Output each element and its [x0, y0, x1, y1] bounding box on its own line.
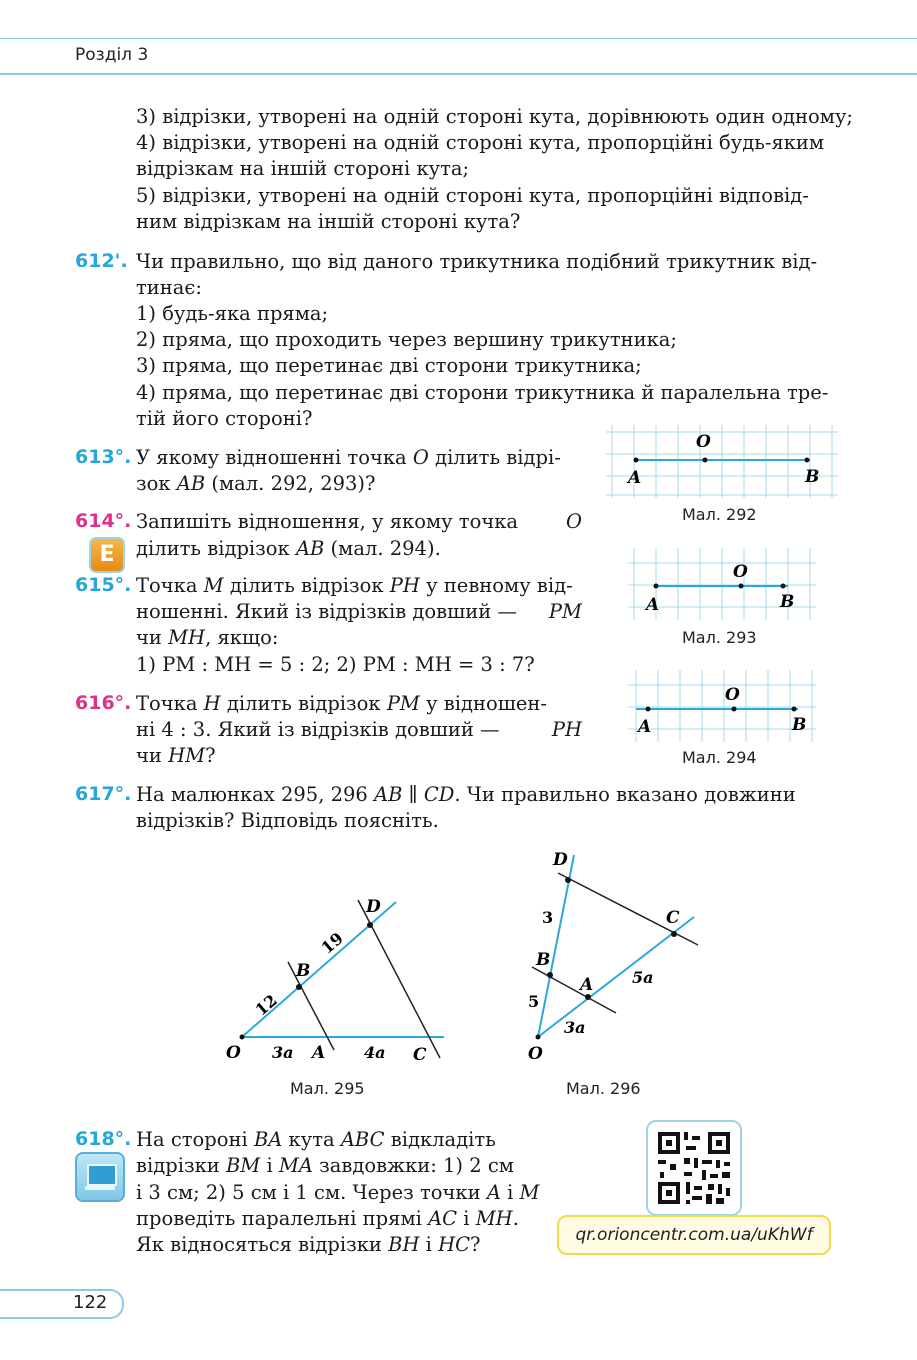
p614-line-1: Запишіть відношення, у якому точка O [136, 510, 582, 533]
qr-code[interactable] [646, 1120, 742, 1216]
figure-295 [210, 880, 460, 1070]
p613-line-1: У якому відношенні точка O ділить відрі- [136, 446, 561, 469]
p612-option-2: 2) пряма, що проходить через вершину трикутника; [136, 328, 677, 351]
computer-icon[interactable] [75, 1152, 125, 1202]
p615-line-2: ношенні. Який із відрізків довший — PM [136, 600, 582, 623]
p617-line-2: відрізків? Відповідь поясніть. [136, 809, 439, 832]
label-B: B [805, 467, 820, 487]
problem-number-616: 616°. [75, 692, 132, 714]
length-19: 19 [317, 928, 347, 958]
length-5a: 5a [632, 968, 654, 987]
figure-292 [602, 420, 842, 500]
p616-line-1: Точка H ділить відрізок PM у відношен- [136, 692, 547, 715]
section-title: Розділ 3 [75, 45, 149, 65]
length-4a: 4a [364, 1043, 386, 1062]
problem-number-618: 618°. [75, 1128, 132, 1150]
caption-295: Мал. 295 [290, 1079, 365, 1098]
page-number: 122 [73, 1292, 108, 1313]
p612-option-4a: 4) пряма, що перетинає дві сторони трикутника й паралельна тре- [136, 381, 829, 404]
qr-link[interactable]: qr.orioncentr.com.ua/uKhWf [557, 1215, 831, 1255]
label-B: B [536, 950, 551, 970]
problem-number-614: 614°. [75, 510, 132, 532]
label-A: A [638, 717, 652, 737]
p617-line-1: На малюнках 295, 296 AB ∥ CD. Чи правильно вказано довжини [136, 783, 796, 806]
p618-line-4: проведіть паралельні прямі AC і MH. [136, 1207, 519, 1230]
p612-question-1: Чи правильно, що від даного трикутника подібний трикутник від- [136, 250, 818, 273]
figure-293 [626, 545, 818, 623]
length-3: 3 [542, 908, 554, 927]
option-4a: 4) відрізки, утворені на одній стороні кута, пропорційні будь-яким [136, 131, 825, 154]
caption-294: Мал. 294 [682, 748, 757, 767]
length-5: 5 [528, 992, 540, 1011]
problem-number-615: 615°. [75, 574, 132, 596]
p616-line-3: чи HM? [136, 744, 216, 767]
option-5a: 5) відрізки, утворені на одній стороні кута, пропорційні відповід- [136, 184, 809, 207]
length-3a: 3a [564, 1018, 586, 1037]
option-3: 3) відрізки, утворені на одній стороні кута, дорівнюють один одному; [136, 105, 854, 128]
label-A: A [646, 595, 660, 615]
label-A: A [628, 468, 642, 488]
problem-number-612: 612'. [75, 250, 128, 272]
p612-option-3: 3) пряма, що перетинає дві сторони трикутника; [136, 354, 642, 377]
label-B: B [780, 592, 795, 612]
p618-line-5: Як відносяться відрізки BH і HC? [136, 1233, 481, 1256]
figure-296 [520, 845, 710, 1065]
e-resource-icon[interactable]: E [89, 537, 125, 573]
label-C: C [413, 1045, 427, 1065]
label-D: D [366, 897, 381, 917]
label-A: A [580, 975, 594, 995]
p612-option-1: 1) будь-яка пряма; [136, 302, 329, 325]
problem-number-613: 613°. [75, 446, 132, 468]
p615-line-1: Точка M ділить відрізок PH у певному від- [136, 574, 573, 597]
length-12: 12 [251, 990, 281, 1020]
label-O: O [733, 562, 748, 582]
problem-number-617: 617°. [75, 783, 132, 805]
label-A: A [312, 1043, 326, 1063]
option-5b: ним відрізкам на іншій стороні кута? [136, 210, 521, 233]
caption-296: Мал. 296 [566, 1079, 641, 1098]
label-B: B [792, 715, 807, 735]
label-O: O [226, 1043, 241, 1063]
label-B: B [296, 961, 311, 981]
label-C: C [666, 908, 680, 928]
qr-code-icon [648, 1122, 740, 1214]
label-O: O [528, 1044, 543, 1064]
label-O: O [696, 432, 711, 452]
p618-line-1: На стороні BA кута ABC відкладіть [136, 1128, 496, 1151]
p615-line-3: чи MH, якщо: [136, 626, 279, 649]
p616-line-2: ні 4 : 3. Який із відрізків довший — PH [136, 718, 582, 741]
label-O: O [725, 685, 740, 705]
p613-line-2: зок AB (мал. 292, 293)? [136, 472, 376, 495]
p612-question-2: тинає: [136, 276, 202, 299]
caption-293: Мал. 293 [682, 628, 757, 647]
caption-292: Мал. 292 [682, 505, 757, 524]
option-4b: відрізкам на іншій стороні кута; [136, 157, 470, 180]
p612-option-4b: тій його стороні? [136, 407, 313, 430]
p614-line-2: ділить відрізок AB (мал. 294). [136, 537, 441, 560]
length-3a: 3a [272, 1043, 294, 1062]
p618-line-3: і 3 см; 2) 5 см і 1 см. Через точки A і M [136, 1181, 540, 1204]
p618-line-2: відрізки BM і MA завдовжки: 1) 2 см [136, 1154, 514, 1177]
label-D: D [553, 850, 568, 870]
figure-294 [626, 668, 818, 744]
p615-line-4: 1) PM : MH = 5 : 2; 2) PM : MH = 3 : 7? [136, 653, 535, 676]
